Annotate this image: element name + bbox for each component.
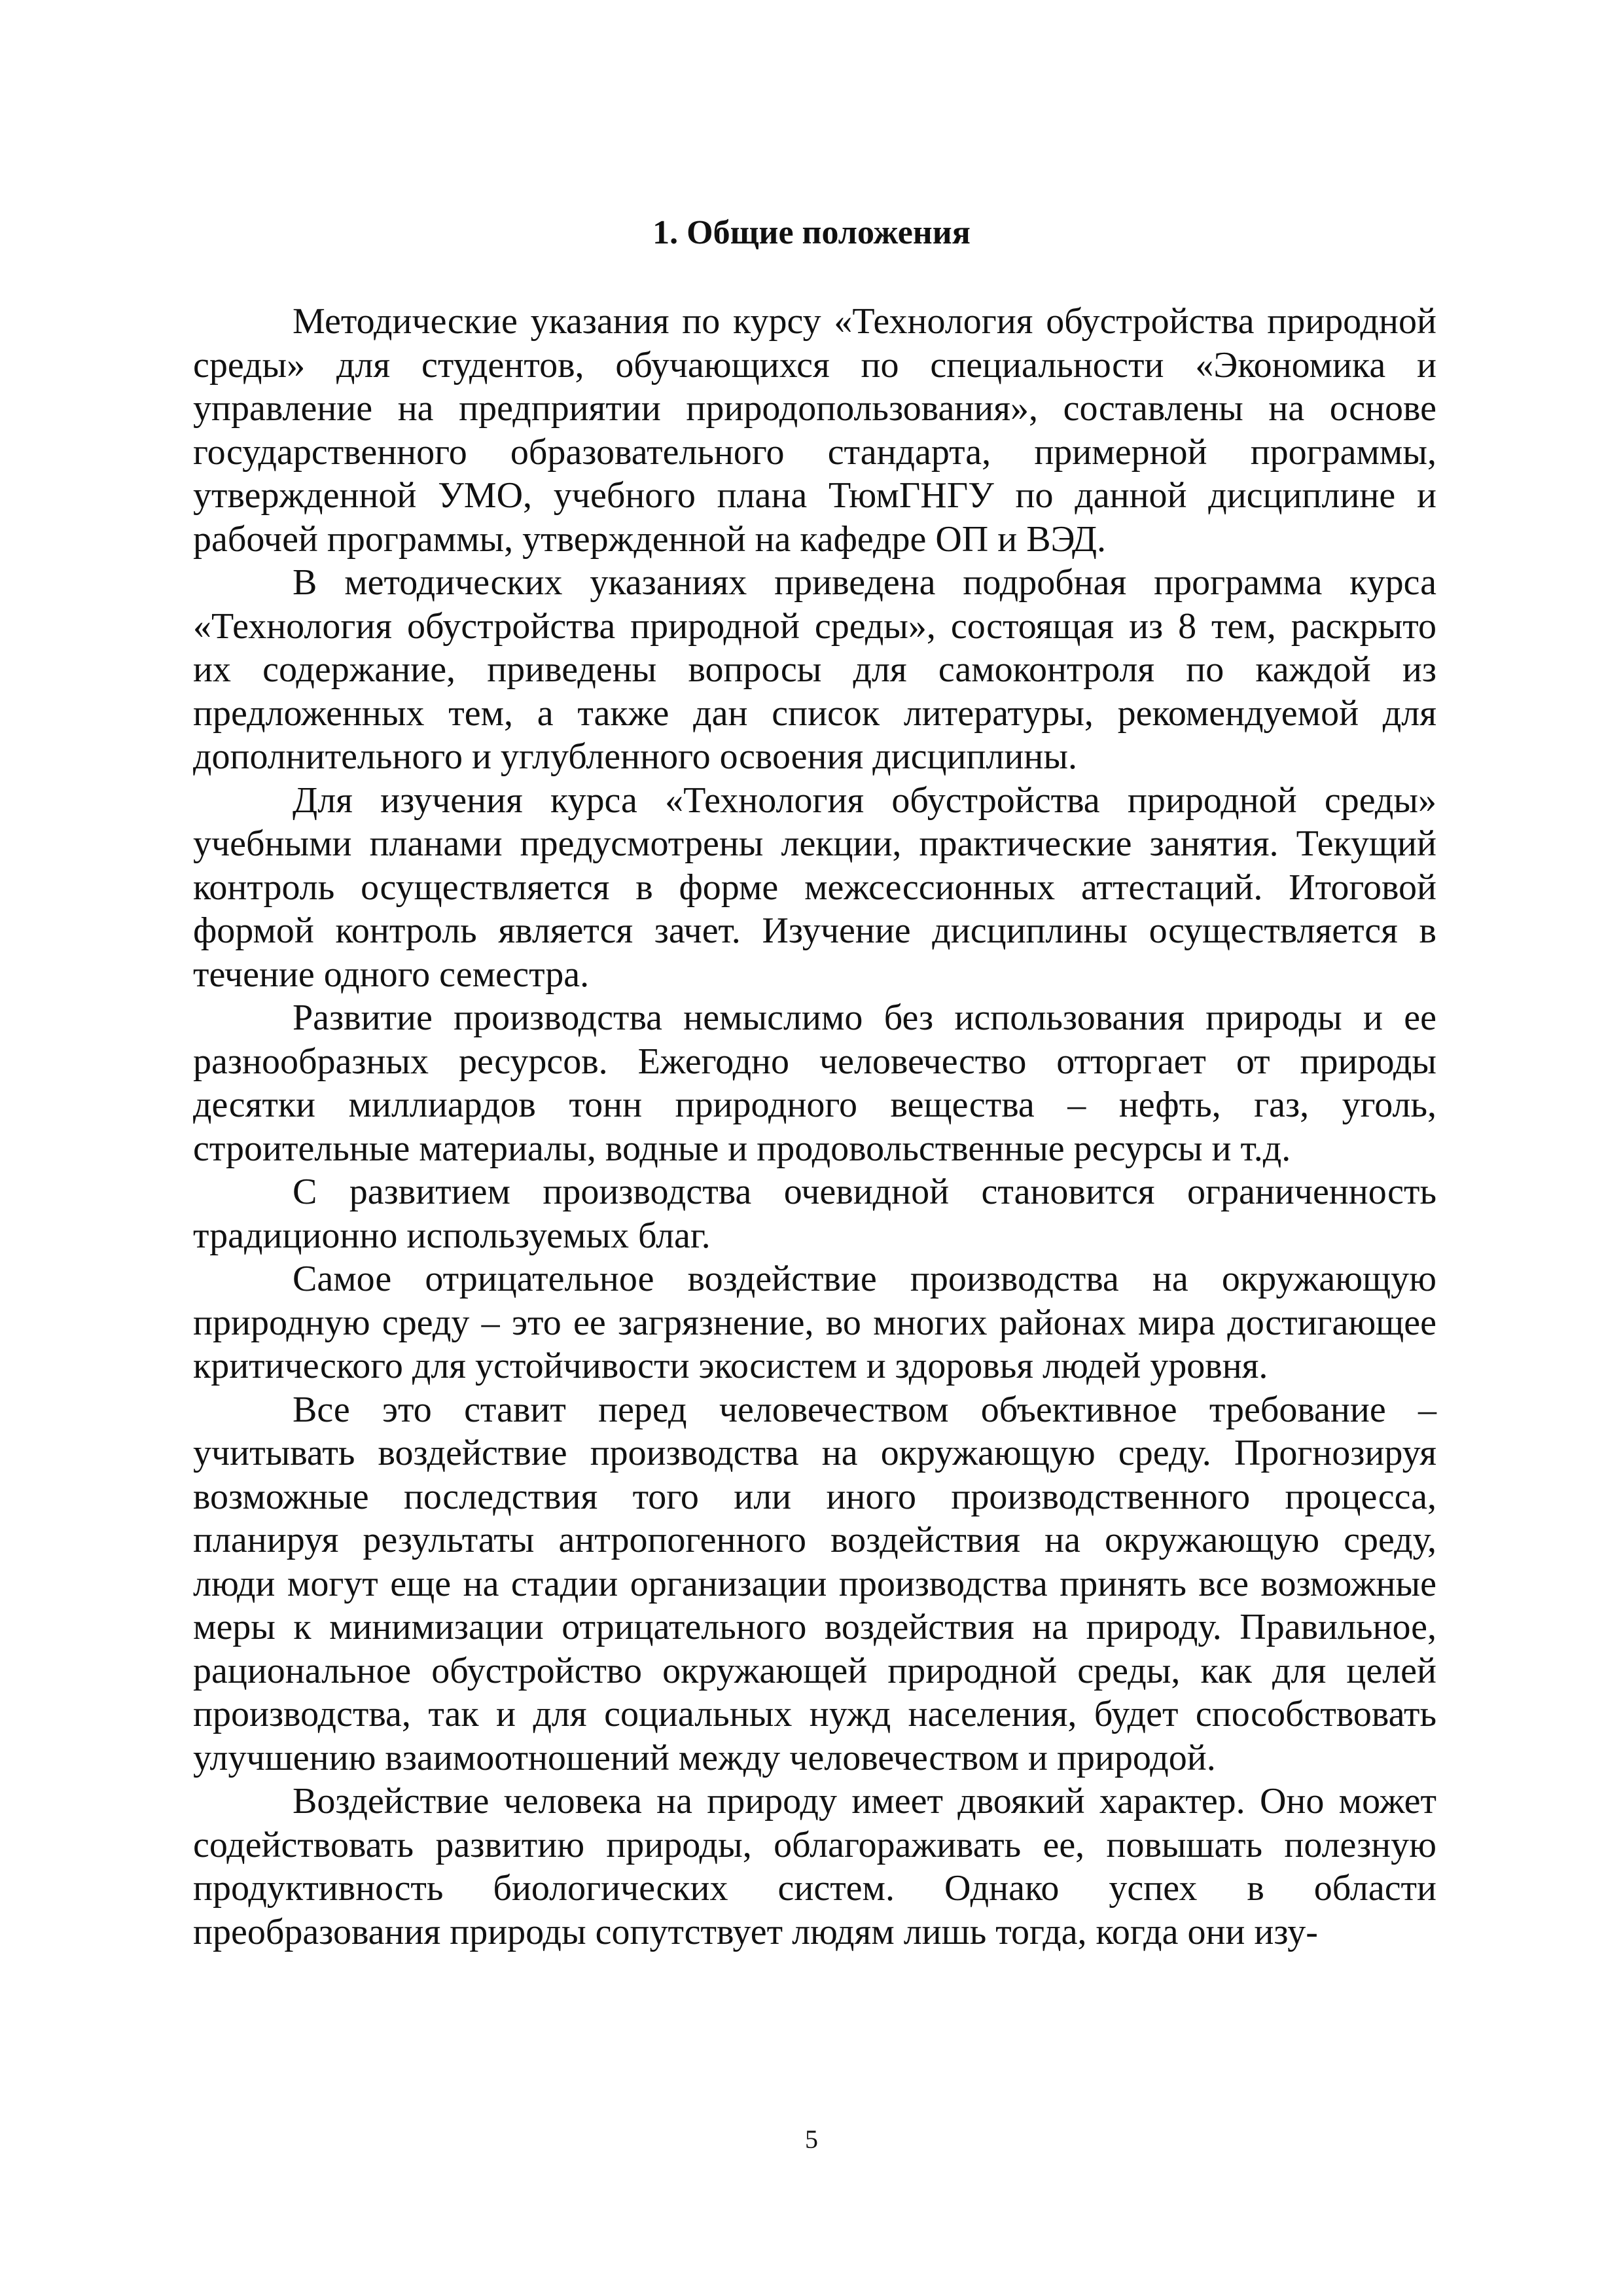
paragraph-7: Все это ставит перед человечеством объективное требование – учитывать воздействие производства на окружающую среду. Прогнозируя возможные последствия того или иного производственного процесса, планируя результаты антропогенного воздействия на окружающую среду, люди могут еще на стадии организации производства принять все возможные меры к минимизации отрицательного воздействия на природу. Правильное, рациональное обустройство окружающей природной среды, как для целей производства, так и для социальных нужд населения, будет способствовать улучшению взаимоотношений между человечеством и природой. [193,1389,1436,1778]
paragraph-2: В методических указаниях приведена подробная программа курса «Технология обустройства природной среды», состоящая из 8 тем, раскрыто их содержание, приведены вопросы для самоконтроля по каждой из предложенных тем, а также дан список литературы, рекомендуемой для дополнительного и углубленного освоения дисциплины. [193,562,1436,777]
paragraph-4: Развитие производства немыслимо без использования природы и ее разнообразных ресурсов. Ежегодно человечество отторгает от природы десятки миллиардов тонн природного вещества – нефть, газ, уголь, строительные материалы, водные и продовольственные ресурсы и т.д. [193,997,1436,1169]
body-text [193,300,1436,1954]
paragraph-5: С развитием производства очевидной становится ограниченность традиционно используемых благ. [193,1172,1436,1256]
paragraph-8: Воздействие человека на природу имеет двоякий характер. Оно может содействовать развитию природы, облагораживать ее, повышать полезную продуктивность биологических систем. Однако успех в области преобразования природы сопутствует людям лишь тогда, когда они изу- [193,1781,1436,1952]
section-heading: 1. Общие положения [652,214,971,251]
paragraph-6: Самое отрицательное воздействие производства на окружающую природную среду – это ее загрязнение, во многих районах мира достигающее критического для устойчивости экосистем и здоровья людей уровня. [193,1259,1436,1386]
paragraph-3: Для изучения курса «Технология обустройства природной среды» учебными планами предусмотрены лекции, практические занятия. Текущий контроль осуществляется в форме межсессионных аттестаций. Итоговой формой контроль является зачет. Изучение дисциплины осуществляется в течение одного семестра. [193,780,1436,995]
paragraph-1: Методические указания по курсу «Технология обустройства природной среды» для студентов, обучающихся по специальности «Экономика и управление на предприятии природопользования», составлены на основе государственного образовательного стандарта, примерной программы, утвержденной УМО, учебного плана ТюмГНГУ по данной дисциплине и рабочей программы, утвержденной на кафедре ОП и ВЭД. [193,301,1436,560]
page-number: 5 [805,2125,818,2154]
